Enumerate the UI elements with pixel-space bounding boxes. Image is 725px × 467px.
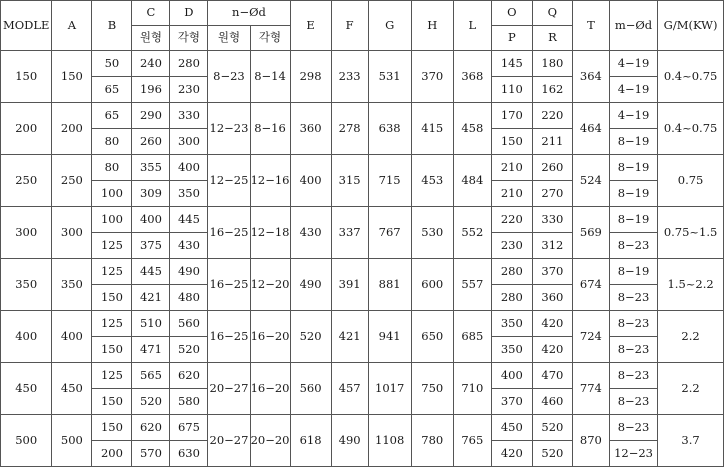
spec-table-body	[1, 1, 724, 467]
c-cell: 375	[132, 233, 170, 259]
t-cell: 569	[572, 207, 609, 259]
c-cell: 240	[132, 51, 170, 77]
b-cell: 125	[92, 311, 132, 337]
d-cell: 300	[170, 129, 208, 155]
t-cell: 364	[572, 51, 609, 103]
d-cell: 280	[170, 51, 208, 77]
o-cell: 230	[491, 233, 532, 259]
g-cell: 767	[368, 207, 411, 259]
e-cell: 520	[290, 311, 331, 363]
header-g: G	[368, 1, 411, 51]
d-cell: 445	[170, 207, 208, 233]
n-d-square-cell: 8−14	[250, 51, 290, 103]
c-cell: 520	[132, 389, 170, 415]
n-d-round-cell: 12−25	[208, 155, 250, 207]
t-cell: 524	[572, 155, 609, 207]
l-cell: 685	[453, 311, 491, 363]
f-cell: 457	[331, 363, 368, 415]
c-cell: 620	[132, 415, 170, 441]
q-cell: 520	[532, 415, 572, 441]
gm-cell: 0.75~1.5	[658, 207, 724, 259]
f-cell: 315	[331, 155, 368, 207]
o-cell: 400	[491, 363, 532, 389]
header-m-d: m−Ød	[609, 1, 657, 51]
b-cell: 80	[92, 155, 132, 181]
t-cell: 870	[572, 415, 609, 467]
header-gm: G/M(KW)	[658, 1, 724, 51]
n-d-round-cell: 16−25	[208, 311, 250, 363]
b-cell: 200	[92, 441, 132, 467]
b-cell: 150	[92, 285, 132, 311]
m-d-cell: 8−23	[609, 415, 657, 441]
header-modle: MODLE	[1, 1, 52, 51]
d-cell: 230	[170, 77, 208, 103]
table-row	[1, 415, 724, 441]
q-cell: 360	[532, 285, 572, 311]
gm-cell: 0.4~0.75	[658, 103, 724, 155]
c-cell: 565	[132, 363, 170, 389]
a-cell: 400	[52, 311, 92, 363]
m-d-cell: 8−19	[609, 129, 657, 155]
table-row	[1, 51, 724, 77]
o-cell: 280	[491, 259, 532, 285]
d-cell: 620	[170, 363, 208, 389]
o-cell: 110	[491, 77, 532, 103]
b-cell: 65	[92, 77, 132, 103]
gm-cell: 1.5~2.2	[658, 259, 724, 311]
c-cell: 445	[132, 259, 170, 285]
e-cell: 618	[290, 415, 331, 467]
e-cell: 400	[290, 155, 331, 207]
c-cell: 400	[132, 207, 170, 233]
d-cell: 630	[170, 441, 208, 467]
f-cell: 337	[331, 207, 368, 259]
b-cell: 65	[92, 103, 132, 129]
n-d-round-cell: 20−27	[208, 415, 250, 467]
q-cell: 330	[532, 207, 572, 233]
n-d-square-cell: 16−20	[250, 311, 290, 363]
table-row	[1, 311, 724, 337]
header-o-sub: P	[491, 26, 532, 51]
f-cell: 233	[331, 51, 368, 103]
l-cell: 710	[453, 363, 491, 415]
table-row	[1, 363, 724, 389]
d-cell: 330	[170, 103, 208, 129]
a-cell: 300	[52, 207, 92, 259]
a-cell: 250	[52, 155, 92, 207]
h-cell: 780	[411, 415, 453, 467]
g-cell: 941	[368, 311, 411, 363]
header-q-sub: R	[532, 26, 572, 51]
a-cell: 150	[52, 51, 92, 103]
g-cell: 1017	[368, 363, 411, 415]
d-cell: 580	[170, 389, 208, 415]
a-cell: 450	[52, 363, 92, 415]
b-cell: 125	[92, 259, 132, 285]
b-cell: 80	[92, 129, 132, 155]
n-d-square-cell: 20−20	[250, 415, 290, 467]
c-cell: 471	[132, 337, 170, 363]
c-cell: 570	[132, 441, 170, 467]
n-d-round-cell: 8−23	[208, 51, 250, 103]
header-c: C	[132, 1, 170, 26]
gm-cell: 2.2	[658, 311, 724, 363]
modle-cell: 200	[1, 103, 52, 155]
d-cell: 430	[170, 233, 208, 259]
n-d-round-cell: 16−25	[208, 259, 250, 311]
c-cell: 260	[132, 129, 170, 155]
m-d-cell: 8−23	[609, 285, 657, 311]
modle-cell: 500	[1, 415, 52, 467]
f-cell: 490	[331, 415, 368, 467]
l-cell: 458	[453, 103, 491, 155]
o-cell: 280	[491, 285, 532, 311]
t-cell: 724	[572, 311, 609, 363]
q-cell: 220	[532, 103, 572, 129]
q-cell: 180	[532, 51, 572, 77]
h-cell: 530	[411, 207, 453, 259]
l-cell: 557	[453, 259, 491, 311]
l-cell: 368	[453, 51, 491, 103]
m-d-cell: 8−23	[609, 311, 657, 337]
o-cell: 370	[491, 389, 532, 415]
m-d-cell: 8−23	[609, 233, 657, 259]
n-d-square-cell: 12−18	[250, 207, 290, 259]
table-row	[1, 103, 724, 129]
modle-cell: 300	[1, 207, 52, 259]
g-cell: 638	[368, 103, 411, 155]
t-cell: 674	[572, 259, 609, 311]
c-cell: 196	[132, 77, 170, 103]
l-cell: 484	[453, 155, 491, 207]
table-row	[1, 155, 724, 181]
q-cell: 270	[532, 181, 572, 207]
o-cell: 350	[491, 337, 532, 363]
g-cell: 715	[368, 155, 411, 207]
f-cell: 278	[331, 103, 368, 155]
gm-cell: 0.75	[658, 155, 724, 207]
q-cell: 420	[532, 337, 572, 363]
o-cell: 145	[491, 51, 532, 77]
d-cell: 490	[170, 259, 208, 285]
m-d-cell: 8−23	[609, 389, 657, 415]
o-cell: 170	[491, 103, 532, 129]
b-cell: 50	[92, 51, 132, 77]
header-o: O	[491, 1, 532, 26]
h-cell: 600	[411, 259, 453, 311]
m-d-cell: 8−19	[609, 207, 657, 233]
g-cell: 1108	[368, 415, 411, 467]
h-cell: 415	[411, 103, 453, 155]
e-cell: 298	[290, 51, 331, 103]
header-b: B	[92, 1, 132, 51]
q-cell: 211	[532, 129, 572, 155]
m-d-cell: 4−19	[609, 51, 657, 77]
header-t: T	[572, 1, 609, 51]
e-cell: 560	[290, 363, 331, 415]
b-cell: 150	[92, 337, 132, 363]
t-cell: 774	[572, 363, 609, 415]
b-cell: 125	[92, 363, 132, 389]
o-cell: 420	[491, 441, 532, 467]
a-cell: 500	[52, 415, 92, 467]
header-n-d: n−Ød	[208, 1, 290, 26]
e-cell: 490	[290, 259, 331, 311]
modle-cell: 400	[1, 311, 52, 363]
o-cell: 210	[491, 155, 532, 181]
d-cell: 675	[170, 415, 208, 441]
c-cell: 309	[132, 181, 170, 207]
m-d-cell: 12−23	[609, 441, 657, 467]
q-cell: 520	[532, 441, 572, 467]
d-cell: 480	[170, 285, 208, 311]
header-n-d-sub-round: 원형	[208, 26, 250, 51]
d-cell: 520	[170, 337, 208, 363]
m-d-cell: 4−19	[609, 103, 657, 129]
b-cell: 150	[92, 389, 132, 415]
q-cell: 460	[532, 389, 572, 415]
c-cell: 355	[132, 155, 170, 181]
table-row	[1, 207, 724, 233]
e-cell: 430	[290, 207, 331, 259]
b-cell: 150	[92, 415, 132, 441]
header-e: E	[290, 1, 331, 51]
header-f: F	[331, 1, 368, 51]
m-d-cell: 8−23	[609, 337, 657, 363]
n-d-round-cell: 20−27	[208, 363, 250, 415]
o-cell: 350	[491, 311, 532, 337]
header-d-sub: 각형	[170, 26, 208, 51]
header-d: D	[170, 1, 208, 26]
gm-cell: 2.2	[658, 363, 724, 415]
l-cell: 552	[453, 207, 491, 259]
h-cell: 453	[411, 155, 453, 207]
header-c-sub: 원형	[132, 26, 170, 51]
h-cell: 750	[411, 363, 453, 415]
g-cell: 881	[368, 259, 411, 311]
q-cell: 162	[532, 77, 572, 103]
header-q: Q	[532, 1, 572, 26]
g-cell: 531	[368, 51, 411, 103]
n-d-square-cell: 12−20	[250, 259, 290, 311]
a-cell: 200	[52, 103, 92, 155]
b-cell: 125	[92, 233, 132, 259]
h-cell: 650	[411, 311, 453, 363]
d-cell: 350	[170, 181, 208, 207]
o-cell: 150	[491, 129, 532, 155]
c-cell: 421	[132, 285, 170, 311]
d-cell: 560	[170, 311, 208, 337]
t-cell: 464	[572, 103, 609, 155]
o-cell: 220	[491, 207, 532, 233]
e-cell: 360	[290, 103, 331, 155]
modle-cell: 350	[1, 259, 52, 311]
n-d-square-cell: 8−16	[250, 103, 290, 155]
o-cell: 450	[491, 415, 532, 441]
gm-cell: 0.4~0.75	[658, 51, 724, 103]
m-d-cell: 4−19	[609, 77, 657, 103]
m-d-cell: 8−23	[609, 363, 657, 389]
m-d-cell: 8−19	[609, 155, 657, 181]
q-cell: 370	[532, 259, 572, 285]
header-l: L	[453, 1, 491, 51]
l-cell: 765	[453, 415, 491, 467]
header-n-d-sub-square: 각형	[250, 26, 290, 51]
modle-cell: 150	[1, 51, 52, 103]
q-cell: 470	[532, 363, 572, 389]
modle-cell: 250	[1, 155, 52, 207]
a-cell: 350	[52, 259, 92, 311]
o-cell: 210	[491, 181, 532, 207]
c-cell: 510	[132, 311, 170, 337]
header-h: H	[411, 1, 453, 51]
n-d-round-cell: 16−25	[208, 207, 250, 259]
q-cell: 260	[532, 155, 572, 181]
f-cell: 391	[331, 259, 368, 311]
f-cell: 421	[331, 311, 368, 363]
n-d-square-cell: 12−16	[250, 155, 290, 207]
n-d-square-cell: 16−20	[250, 363, 290, 415]
header-row-1	[1, 1, 724, 26]
d-cell: 400	[170, 155, 208, 181]
b-cell: 100	[92, 207, 132, 233]
n-d-round-cell: 12−23	[208, 103, 250, 155]
q-cell: 420	[532, 311, 572, 337]
c-cell: 290	[132, 103, 170, 129]
header-a: A	[52, 1, 92, 51]
table-row	[1, 259, 724, 285]
h-cell: 370	[411, 51, 453, 103]
b-cell: 100	[92, 181, 132, 207]
q-cell: 312	[532, 233, 572, 259]
gm-cell: 3.7	[658, 415, 724, 467]
m-d-cell: 8−19	[609, 259, 657, 285]
modle-cell: 450	[1, 363, 52, 415]
m-d-cell: 8−19	[609, 181, 657, 207]
